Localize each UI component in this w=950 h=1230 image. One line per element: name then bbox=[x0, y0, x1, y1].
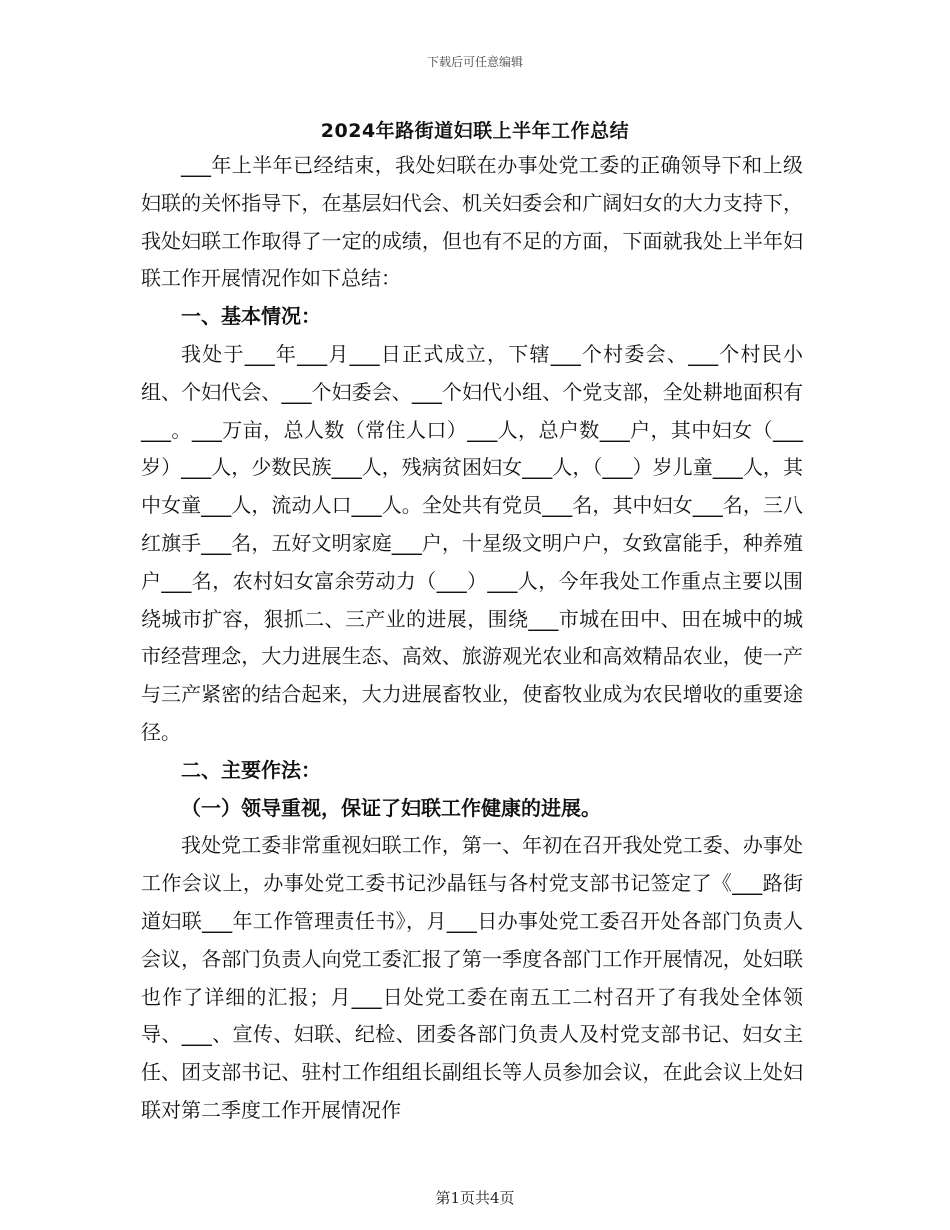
subsection-heading-leadership: （一）领导重视，保证了妇联工作健康的进展。 bbox=[181, 795, 601, 820]
paragraph-intro: ___年上半年已经结束，我处妇联在办事处党工委的正确领导下和上级妇联的关怀指导下，在基层妇代会、机关妇委会和广阔妇女的大力支持下，我处妇联工作取得了一定的成绩，但也有不足的方面，下面就我处上半年妇联工作开展情况作如下总结： bbox=[141, 153, 803, 291]
paragraph-leadership: 我处党工委非常重视妇联工作，第一、年初在召开我处党工委、办事处工作会议上，办事处党工委书记沙晶钰与各村党支部书记签定了《___路街道妇联___年工作管理责任书》，月___日办事处党工委召开处各部门负责人会议，各部门负责人向党工委汇报了第一季度各部门工作开展情况，处妇联也作了详细的汇报；月___日处党工委在南五工二村召开了有我处全体领导、___、宣传、妇联、纪检、团委各部门负责人及村党支部书记、妇女主任、团支部书记、驻村工作组组长副组长等人员参加会议，在此会议上处妇联对第二季度工作开展情况作 bbox=[141, 833, 803, 1122]
document-body bbox=[141, 147, 803, 1130]
header-note: 下载后可任意编辑 bbox=[426, 55, 523, 69]
document-title: 2024年路街道妇联上半年工作总结 bbox=[320, 120, 630, 142]
section-heading-basic-situation: 一、基本情况： bbox=[181, 304, 321, 329]
page-footer: 第1页共4页 bbox=[435, 1189, 515, 1207]
section-heading-main-practices: 二、主要作法： bbox=[181, 757, 321, 782]
paragraph-basic-situation: 我处于___年___月___日正式成立，下辖___个村委会、___个村民小组、个妇代会、___个妇委会、___个妇代小组、个党支部，全处耕地面积有___。___万亩，总人数（常住人口）___人，总户数___户，其中妇女（___岁）___人，少数民族___人，残病贫困妇女___人，（___）岁儿童___人，其中女童___人，流动人口___人。全处共有党员___名，其中妇女___名，三八红旗手___名，五好文明家庭___户，十星级文明户户，女致富能手，种养殖户___名，农村妇女富余劳动力（___）___人，今年我处工作重点主要以围绕城市扩容，狠抓二、三产业的进展，围绕___市城在田中、田在城中的城市经营理念，大力进展生态、高效、旅游观光农业和高效精品农业，使一产与三产紧密的结合起来，大力进展畜牧业，使畜牧业成为农民增收的重要途径。 bbox=[141, 341, 803, 744]
